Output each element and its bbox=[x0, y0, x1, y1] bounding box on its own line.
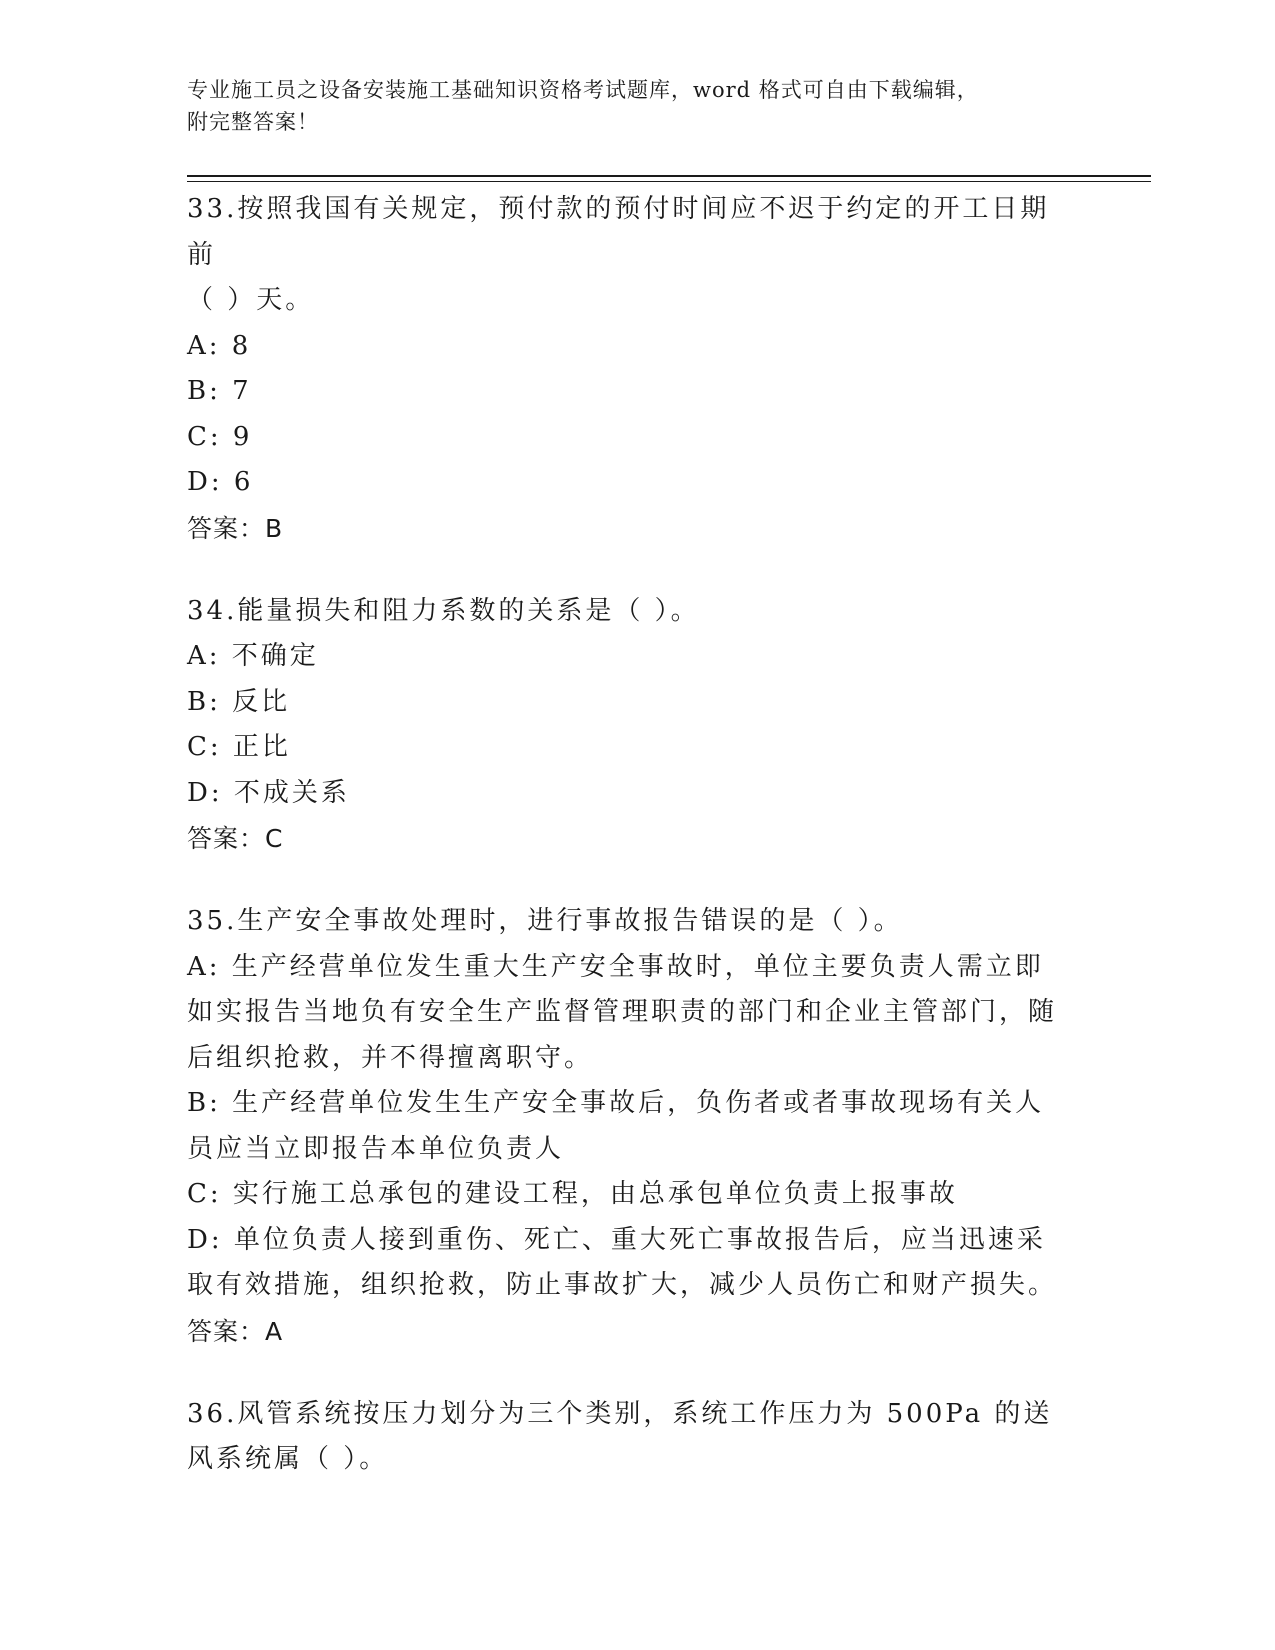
option-d: D: 不成关系 bbox=[187, 777, 350, 808]
question-35 bbox=[187, 899, 1067, 1354]
question-34 bbox=[187, 589, 1067, 862]
question-list bbox=[187, 187, 1067, 1521]
header-line-1: 专业施工员之设备安装施工基础知识资格考试题库，word 格式可自由下载编辑， bbox=[187, 78, 979, 102]
answer-label: 答案：A bbox=[187, 1316, 284, 1346]
header-line-2: 附完整答案！ bbox=[187, 110, 319, 134]
option-b: B: 7 bbox=[187, 376, 252, 406]
option-c: C: 正比 bbox=[187, 732, 291, 762]
option-c: C: 实行施工总承包的建设工程，由总承包单位负责上报事故 bbox=[187, 1179, 958, 1209]
question-stem-line: 36.风管系统按压力划分为三个类别，系统工作压力为 500Pa 的送风系统属（ ）。 bbox=[187, 1398, 1053, 1474]
option-d: D: 单位负责人接到重伤、死亡、重大死亡事故报告后，应当迅速采取有效措施，组织抢救，防止事故扩大，减少人员伤亡和财产损失。 bbox=[187, 1224, 1058, 1300]
option-a: A: 不确定 bbox=[187, 641, 319, 671]
question-stem-line: 34.能量损失和阻力系数的关系是（ ）。 bbox=[187, 595, 700, 626]
option-c: C: 9 bbox=[187, 421, 253, 452]
question-stem-line: （ ）天。 bbox=[187, 285, 315, 315]
answer-label: 答案：C bbox=[187, 824, 284, 853]
option-b: B: 反比 bbox=[187, 686, 291, 717]
option-b: B: 生产经营单位发生生产安全事故后，负伤者或者事故现场有关人员应当立即报告本单位负责人 bbox=[187, 1088, 1045, 1164]
answer-label: 答案：B bbox=[187, 513, 284, 543]
header-divider-thin bbox=[187, 181, 1151, 182]
question-36 bbox=[187, 1392, 1067, 1483]
option-a: A: 生产经营单位发生重大生产安全事故时，单位主要负责人需立即如实报告当地负有安全生产监督管理职责的部门和企业主管部门，随后组织抢救，并不得擅离职守。 bbox=[187, 951, 1058, 1073]
question-stem-line: 35.生产安全事故处理时，进行事故报告错误的是（ ）。 bbox=[187, 906, 903, 936]
question-stem-line: 33.按照我国有关规定，预付款的预付时间应不迟于约定的开工日期前 bbox=[187, 194, 1050, 270]
option-d: D: 6 bbox=[187, 467, 254, 497]
question-33 bbox=[187, 187, 1067, 551]
document-header bbox=[187, 74, 1067, 138]
header-divider-thick bbox=[187, 175, 1151, 177]
option-a: A: 8 bbox=[187, 330, 252, 361]
